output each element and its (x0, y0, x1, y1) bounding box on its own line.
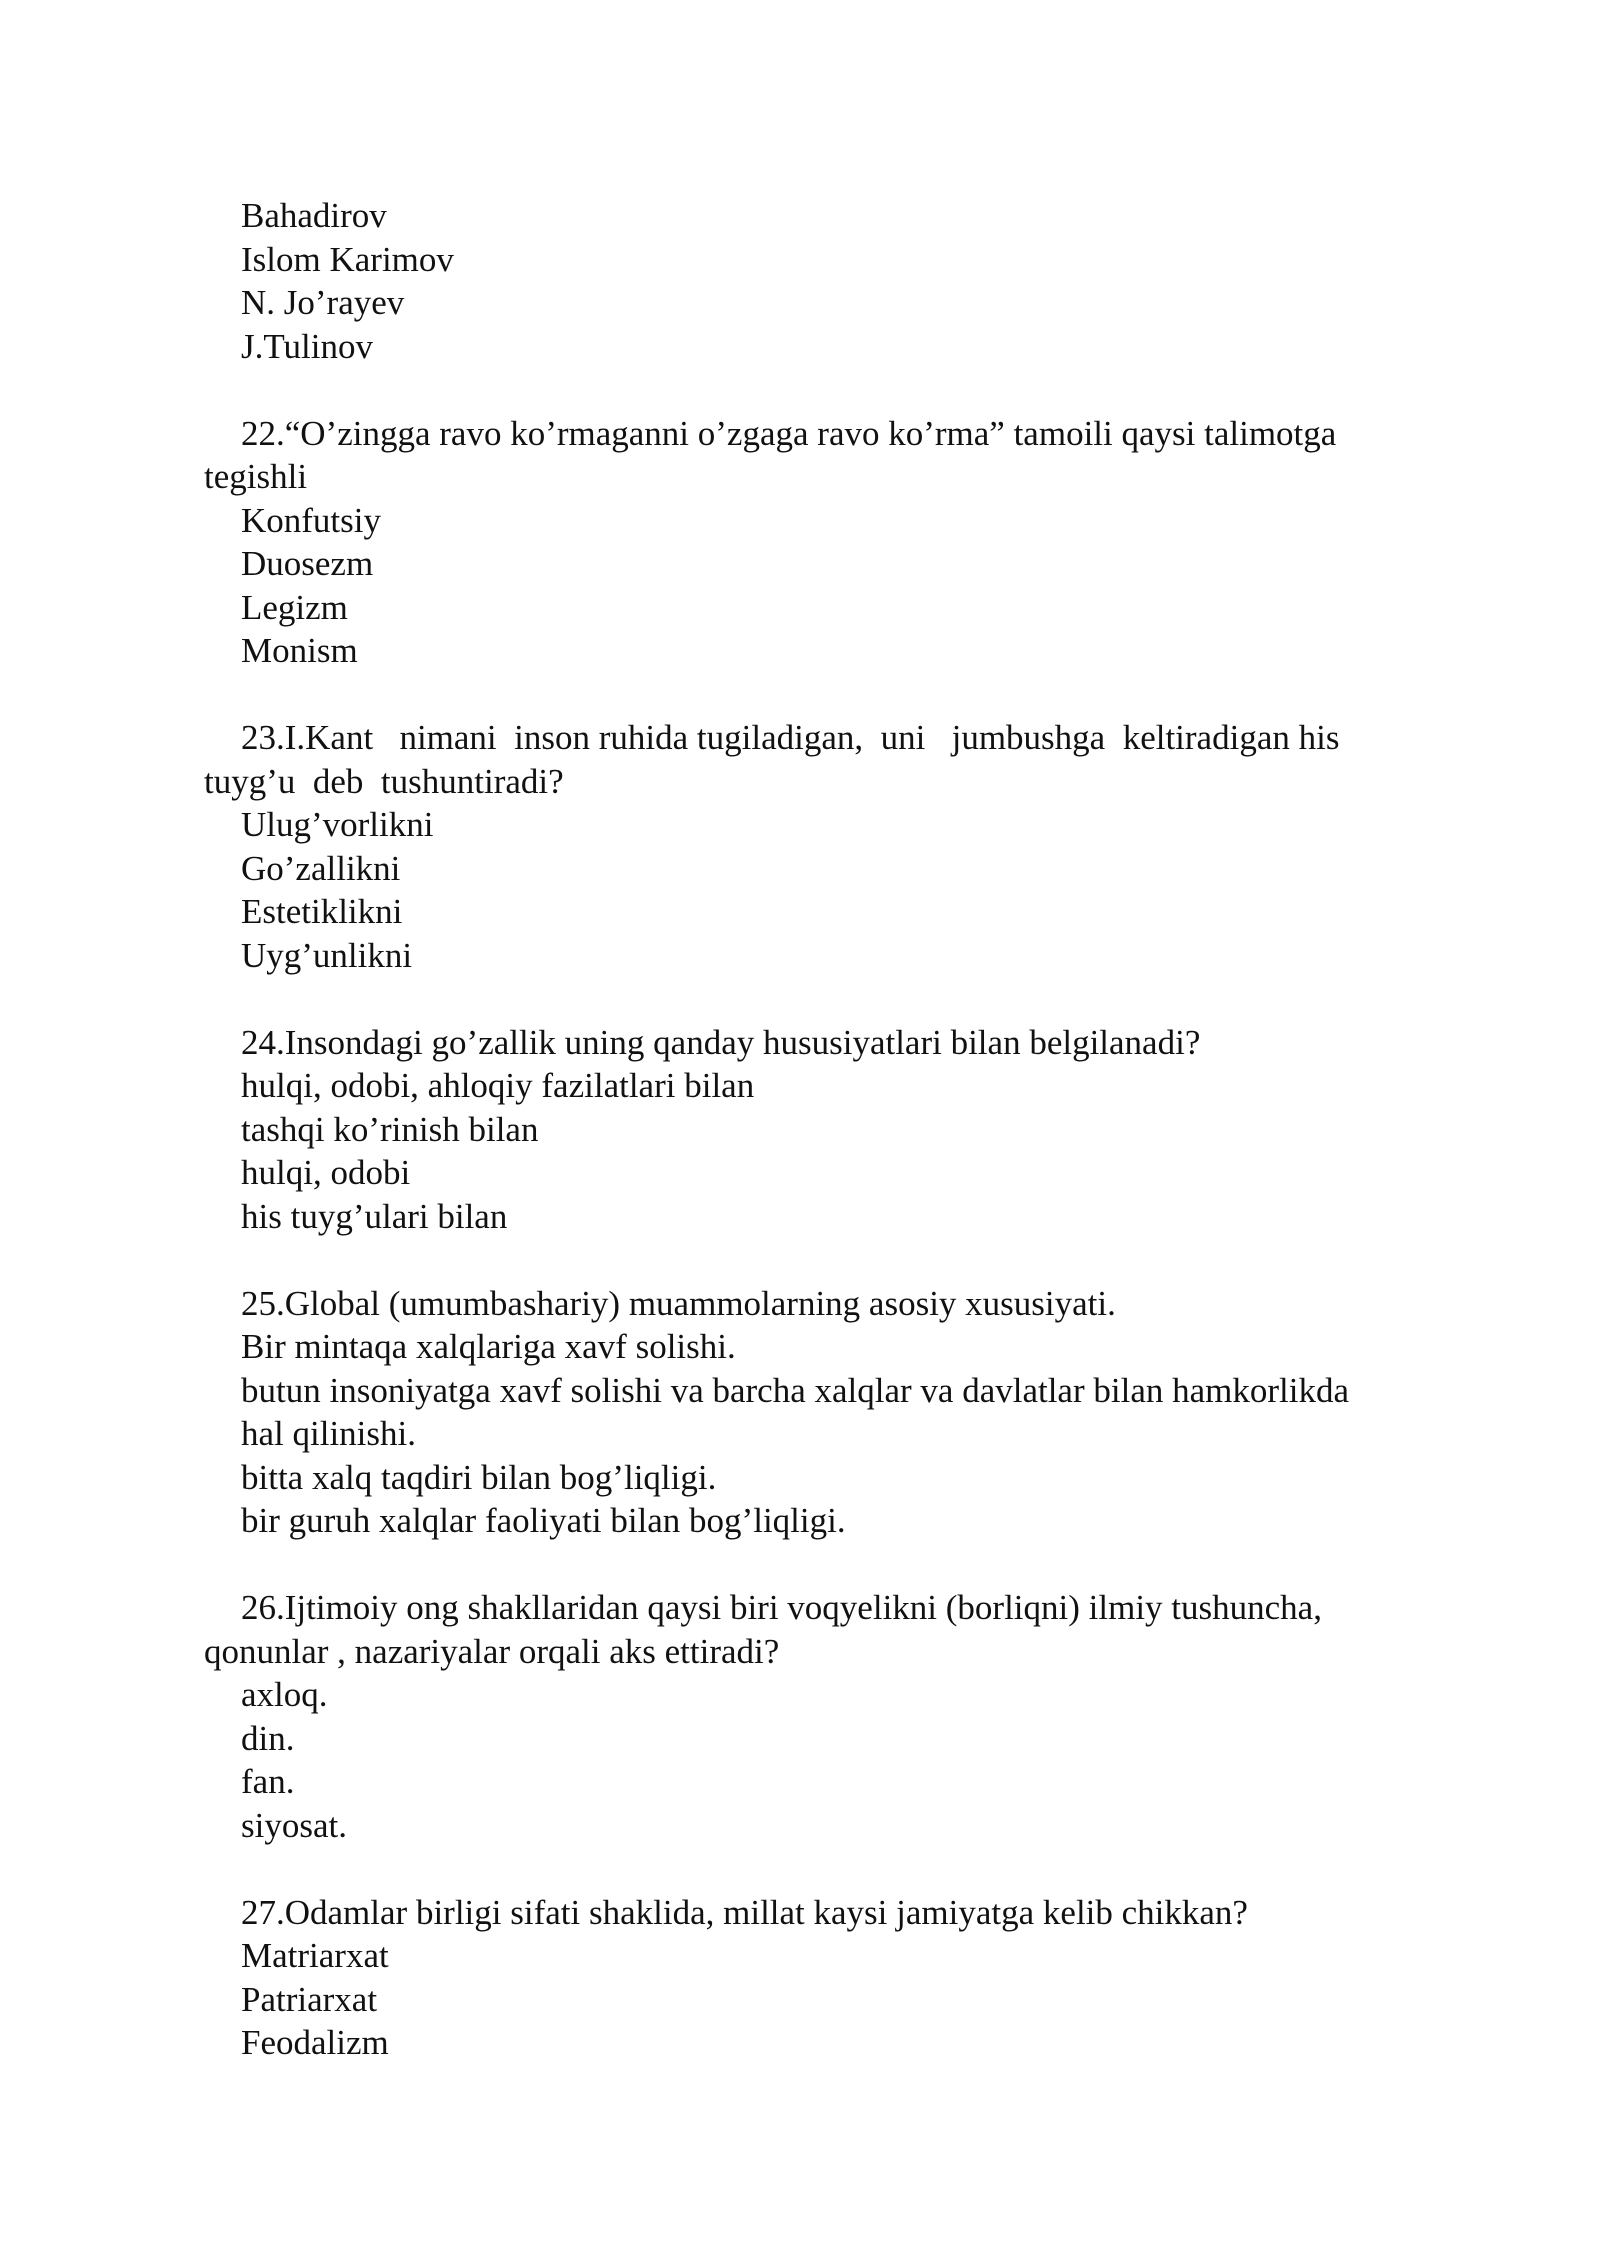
answer-option: Go’zallikni (241, 848, 401, 888)
answer-option: butun insoniyatga xavf solishi va barcha xalqlar va davlatlar bilan hamkorlikda (241, 1370, 1350, 1410)
answer-option: Estetiklikni (241, 892, 403, 931)
answer-option: Bahadirov (241, 196, 387, 235)
answer-option: J.Tulinov (241, 326, 373, 366)
answer-option: Islom Karimov (241, 239, 454, 279)
answer-option: fan. (241, 1762, 295, 1801)
answer-option: Patriarxat (241, 1979, 378, 2019)
answer-option: Matriarxat (241, 1936, 389, 1975)
answer-option: Ulug’vorlikni (241, 805, 434, 844)
question-26-line-1: 26.Ijtimoiy ong shakllaridan qaysi biri voqyelikni (borliqni) ilmiy tushuncha, (241, 1588, 1322, 1627)
answer-option: Legizm (241, 587, 348, 627)
answer-option: axloq. (241, 1675, 328, 1714)
answer-option: din. (241, 1718, 295, 1758)
spacer (204, 977, 1444, 1021)
answer-option: Konfutsiy (241, 500, 381, 540)
answer-option: bir guruh xalqlar faoliyati bilan bog’liqligi. (241, 1501, 846, 1540)
question-23-line-1: 23.I.Kant nimani inson ruhida tugiladigan, uni jumbushga keltiradigan his (241, 718, 1340, 757)
answer-option: Duosezm (241, 544, 374, 583)
answer-option: hulqi, odobi, ahloqiy fazilatlari bilan (241, 1066, 755, 1105)
answer-option: his tuyg’ulari bilan (241, 1196, 508, 1236)
answer-option: Bir mintaqa xalqlariga xavf solishi. (241, 1327, 736, 1366)
question-26-line-2: qonunlar , nazariyalar orqali aks ettiradi? (204, 1631, 780, 1671)
spacer (204, 1238, 1444, 1282)
answer-option: bitta xalq taqdiri bilan bog’liqligi. (241, 1457, 717, 1497)
question-22-line-1: 22.“O’zingga ravo ko’rmaganni o’zgaga ravo ko’rma” tamoili qaysi talimotga (241, 413, 1337, 453)
question-25-line-1: 25.Global (umumbashariy) muammolarning asosiy xususiyati. (241, 1283, 1116, 1323)
answer-option: tashqi ko’rinish bilan (241, 1109, 539, 1149)
question-24-line-1: 24.Insondagi go’zallik uning qanday hususiyatlari bilan belgilanadi? (241, 1022, 1201, 1062)
answer-option: N. Jo’rayev (241, 283, 405, 322)
spacer (204, 1847, 1444, 1891)
answer-option: Monism (241, 631, 358, 670)
answer-option: hal qilinishi. (241, 1414, 416, 1453)
answer-option: Feodalizm (241, 2023, 389, 2062)
document-body (204, 194, 1444, 2065)
answer-option: hulqi, odobi (241, 1153, 411, 1192)
spacer (204, 368, 1444, 412)
question-22-line-2: tegishli (204, 457, 308, 496)
question-27-line-1: 27.Odamlar birligi sifati shaklida, millat kaysi jamiyatga kelib chikkan? (241, 1892, 1248, 1932)
question-23-line-2: tuyg’u deb tushuntiradi? (204, 761, 564, 801)
spacer (204, 673, 1444, 717)
answer-option: Uyg’unlikni (241, 935, 413, 975)
answer-option: siyosat. (241, 1805, 347, 1845)
spacer (204, 1543, 1444, 1587)
